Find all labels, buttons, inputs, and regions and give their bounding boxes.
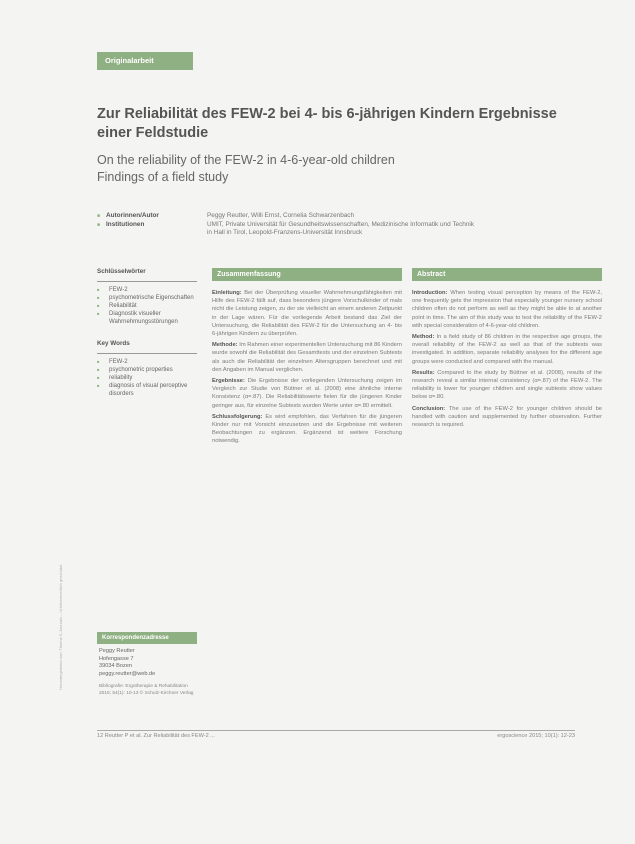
section-label: Schlussfolgerung: [212, 413, 263, 420]
keywords-panel [97, 268, 197, 412]
authors-value: Peggy Reutter, Willi Ernst, Cornelia Schwarzenbach [207, 212, 355, 219]
abstract-paragraph [412, 333, 602, 366]
footer-left: 12 Reutter P et al. Zur Reliabilität des FEW-2 ... [97, 733, 215, 739]
abstract-german-heading: Zusammenfassung [212, 268, 402, 281]
section-label: Einleitung: [212, 290, 242, 296]
abstract-german [212, 268, 402, 446]
institutions-line-2: in Hall in Tirol, Leopold-Franzens-Universität Innsbruck [207, 229, 363, 236]
keyword-item: ■ Diagnostik visueller Wahrnehmungsstörungen [97, 310, 197, 326]
keyword-item: ■ FEW-2 [97, 286, 197, 294]
keyword-item: ■ FEW-2 [97, 358, 197, 366]
keywords-divider [97, 353, 197, 354]
correspondence-box [97, 632, 197, 701]
section-label: Ergebnisse: [212, 378, 245, 385]
correspondence-heading: Korrespondenzadresse [97, 632, 197, 644]
section-text: Bei der Überprüfung visueller Wahrnehmungsfähigkeiten mit Hilfe des FEW-2 fällt auf, dass besonders jüngere Vorschulkinder of mals nicht die Leistung zeigen, zu der sie vielleicht an einem anderen Zeitpunkt in der Lage wären. Für die vorliegende Arbeit bestand das Ziel der Untersuchung, die Reliabilität des FEW-2 für die Untersuchung an 4- bis 6-jährigen Kindern zu überprüfen. [212, 290, 402, 338]
subtitle-line-2: Findings of a field study [97, 170, 229, 184]
keyword-item: ■ reliability [97, 374, 197, 382]
keywords-de-heading: Schlüsselwörter [97, 268, 146, 275]
keyword-item: ■ diagnosis of visual perceptive disorders [97, 382, 197, 398]
article-subtitle [97, 152, 557, 186]
article-title: Zur Reliabilität des FEW-2 bei 4- bis 6-jährigen Kindern Ergebnisse einer Feldstudie [97, 106, 557, 141]
section-label: Conclusion: [412, 405, 446, 412]
abstract-paragraph [212, 413, 402, 446]
keywords-en-list [97, 358, 197, 398]
section-text: The use of the FEW-2 for younger children should be handled with caution and supplemented by further observation. Further research is required. [412, 405, 602, 429]
section-text: When testing visual perception by means of the FEW-2, one frequently gets the impression that especially younger nursery school children often do not perform as well as they might be able to at another point in time. The aim of this study was to test the reliability of the FEW-2 with special consideration of 4-6-year-old children. [412, 290, 602, 329]
correspondence-body [97, 644, 197, 701]
abstract-paragraph [412, 405, 602, 430]
bibliography-note: Bibliografie: Ergotherapie & Rehabilitation 2015; 54(1): 10-13 © Schulz-Kirchner Verlag [99, 684, 194, 696]
abstract-german-body [212, 289, 402, 446]
section-label: Results: [412, 369, 435, 376]
authors-label: ■ Autorinnen/Autor [97, 212, 207, 221]
abstract-paragraph [212, 289, 402, 338]
abstract-paragraph [212, 377, 402, 410]
page-footer [97, 733, 575, 739]
keywords-de-list [97, 286, 197, 326]
abstract-paragraph [412, 289, 602, 330]
section-text: In a field study of 86 children in the respective age groups, the overall reliability of the FEW-2 as well as that of the subtests was investigated. In addition, separate reliability analyses for the different age groups were conducted and compared with the manual. [412, 334, 602, 365]
institutions-line-1: UMIT, Private Universität für Gesundheitswissenschaften, Medizinische Informatik und Technik [207, 220, 474, 228]
keyword-item: ■ psychometric properties [97, 366, 197, 374]
keywords-divider [97, 281, 197, 282]
institutions-value [207, 221, 567, 238]
section-text: Es wird empfohlen, das Verfahren für die jüngeren Kinder nur mit Vorsicht einzusetzen und die Ergebnisse mit weiteren Beobachtungen zu ergänzen. Ergänzend ist weitere Forschung notwendig. [212, 413, 402, 445]
abstract-paragraph [212, 341, 402, 374]
correspondence-name: Peggy Reutter [99, 648, 135, 654]
section-text: Compared to the study by Büttner et al. (2008), results of the research reveal a similar internal consistency (α=.87) of the FEW-2. The reliability is lower for younger children and single subtests show values below α=.80. [412, 369, 602, 401]
keyword-item: ■ Reliabilität [97, 302, 197, 310]
institutions-row [97, 221, 567, 238]
download-note-text: Heruntergeladen von: Thieme E-Journals – Urheberrechtlich geschützt. [58, 563, 63, 690]
authors-row [97, 212, 567, 221]
section-label: Introduction: [412, 290, 448, 296]
footer-right: ergoscience 2015; 10(1): 12-23 [497, 733, 575, 739]
download-note [58, 90, 68, 690]
article-meta [97, 212, 567, 238]
abstract-english-body [412, 289, 602, 429]
correspondence-street: Hofengasse 7 [99, 655, 134, 662]
abstract-paragraph [412, 369, 602, 402]
section-text: Im Rahmen einer experimentellen Untersuchung mit 86 Kindern wurde sowohl die Reliabilität des Gesamttests und der einzelnen Subtests als auch die Reliabilität der einzelnen Altersgruppen berechnet und mit den Angaben im Manual verglichen. [212, 342, 402, 373]
section-label: Method: [412, 334, 435, 341]
abstract-english-heading: Abstract [412, 268, 602, 281]
article-type-badge: Originalarbeit [97, 52, 193, 70]
institutions-label: ■ Institutionen [97, 221, 207, 238]
section-label: Methode: [212, 342, 238, 349]
keyword-item: ■ psychometrische Eigenschaften [97, 294, 197, 302]
abstract-english [412, 268, 602, 429]
keywords-en-heading: Key Words [97, 340, 130, 347]
correspondence-city: 39034 Bozen [99, 663, 132, 669]
footer-divider [97, 730, 575, 731]
correspondence-email[interactable]: peggy.reutter@web.de [99, 670, 156, 677]
section-text: Die Ergebnisse der vorliegenden Untersuchung zeigen im Vergleich zur Studie von Büttner et al. (2008) eine ähnliche interne Konsistenz (α=.87). Die Reliabilitätswerte fielen für die jüngeren Kinder geringer aus, für einzelne Subtests wurden Werte unter α=.80 ermittelt. [212, 378, 402, 409]
subtitle-line-1: On the reliability of the FEW-2 in 4-6-year-old children [97, 153, 395, 167]
